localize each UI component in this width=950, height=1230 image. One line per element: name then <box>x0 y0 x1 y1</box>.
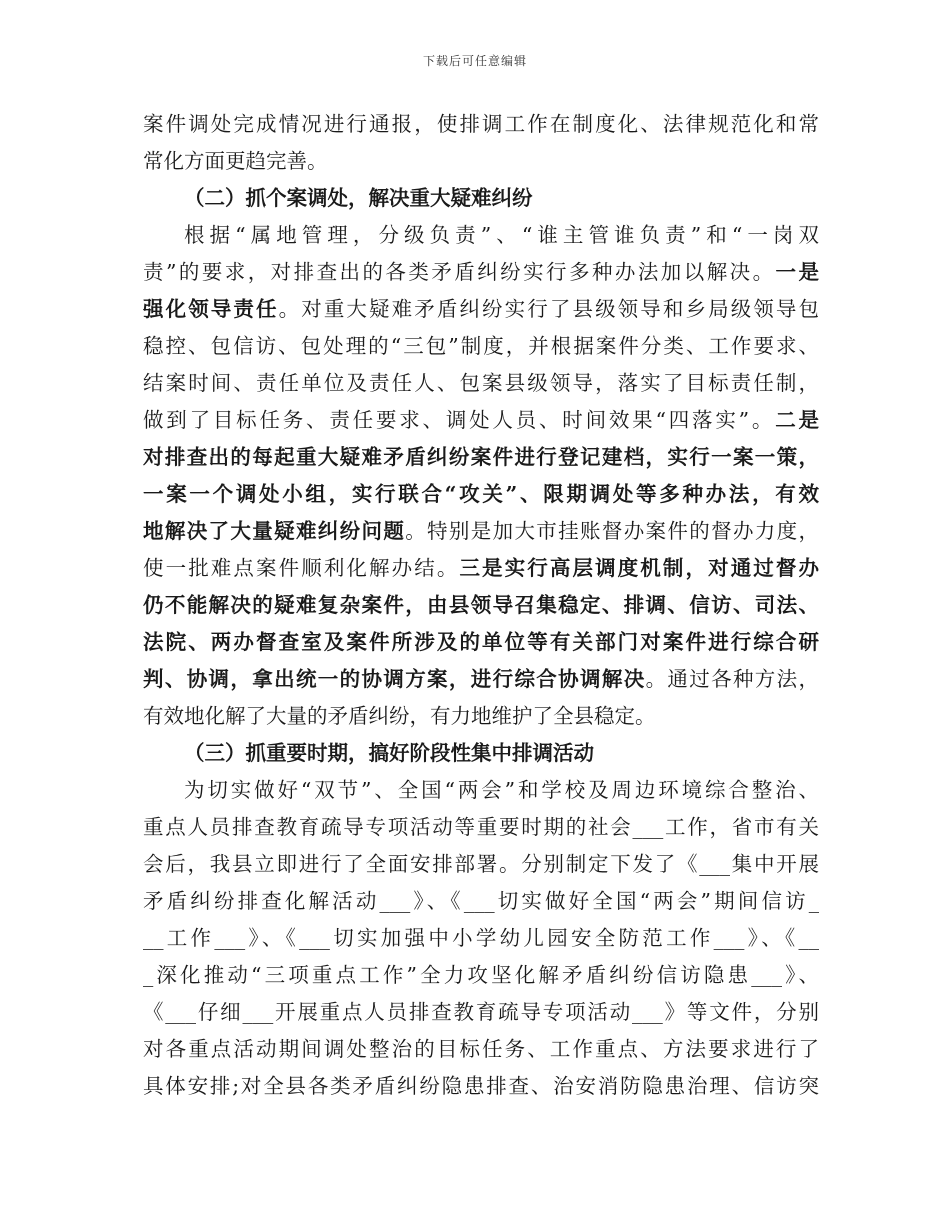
paragraph-line: 具体安排;对全县各类矛盾纠纷隐患排查、治安消防隐患治理、信访突 <box>143 1074 819 1098</box>
paragraph-line: 常化方面更趋完善。 <box>143 149 328 173</box>
paragraph-line: 判、协调，拿出统一的协调方案，进行综合协调解决。通过各种方法， <box>143 667 819 691</box>
paragraph-line: 对排查出的每起重大疑难矛盾纠纷案件进行登记建档，实行一案一策， <box>143 445 819 469</box>
document-body <box>143 106 819 1105</box>
section-heading: （三）抓重要时期，搞好阶段性集中排调活动 <box>184 741 594 765</box>
paragraph-line: 对各重点活动期间调处整治的目标任务、工作重点、方法要求进行了 <box>143 1037 819 1061</box>
paragraph-line: 有效地化解了大量的矛盾纠纷，有力地维护了全县稳定。 <box>143 704 656 728</box>
paragraph-line: 根据“属地管理，分级负责”、“谁主管谁负责”和“一岗双 <box>184 223 819 247</box>
paragraph-line: __工作___》、《___切实加强中小学幼儿园安全防范工作___》、《__ <box>143 926 819 950</box>
paragraph-line: 做到了目标任务、责任要求、调处人员、时间效果“四落实”。二是 <box>143 408 819 432</box>
paragraph-line: 仍不能解决的疑难复杂案件，由县领导召集稳定、排调、信访、司法、 <box>143 593 819 617</box>
paragraph-line: 使一批难点案件顺利化解办结。三是实行高层调度机制，对通过督办 <box>143 556 819 580</box>
paragraph-line: 结案时间、责任单位及责任人、包案县级领导，落实了目标责任制， <box>143 371 819 395</box>
paragraph-line: 矛盾纠纷排查化解活动___》、《___切实做好全国“两会”期间信访_ <box>143 889 819 913</box>
paragraph-line: 强化领导责任。对重大疑难矛盾纠纷实行了县级领导和乡局级领导包 <box>143 297 819 321</box>
section-heading: （二）抓个案调处，解决重大疑难纠纷 <box>184 186 533 210</box>
paragraph-line: _深化推动“三项重点工作”全力攻坚化解矛盾纠纷信访隐患___》、 <box>143 963 819 987</box>
paragraph-line: 重点人员排查教育疏导专项活动等重要时期的社会___工作，省市有关 <box>143 815 819 839</box>
paragraph-line: 案件调处完成情况进行通报，使排调工作在制度化、法律规范化和常 <box>143 112 819 136</box>
paragraph-line: 会后，我县立即进行了全面安排部署。分别制定下发了《___集中开展 <box>143 852 819 876</box>
paragraph-line: 为切实做好“双节”、全国“两会”和学校及周边环境综合整治、 <box>184 778 819 802</box>
paragraph-line: 地解决了大量疑难纠纷问题。特别是加大市挂账督办案件的督办力度， <box>143 519 819 543</box>
paragraph-line: 法院、两办督查室及案件所涉及的单位等有关部门对案件进行综合研 <box>143 630 819 654</box>
page-header: 下载后可任意编辑 <box>422 54 527 68</box>
paragraph-line: 稳控、包信访、包处理的“三包”制度，并根据案件分类、工作要求、 <box>143 334 819 358</box>
paragraph-line: 责”的要求，对排查出的各类矛盾纠纷实行多种办法加以解决。一是 <box>143 260 819 284</box>
paragraph-line: 一案一个调处小组，实行联合“攻关”、限期调处等多种办法，有效 <box>143 482 819 506</box>
paragraph-line: 《___仔细___开展重点人员排查教育疏导专项活动___》等文件，分别 <box>143 1000 819 1024</box>
